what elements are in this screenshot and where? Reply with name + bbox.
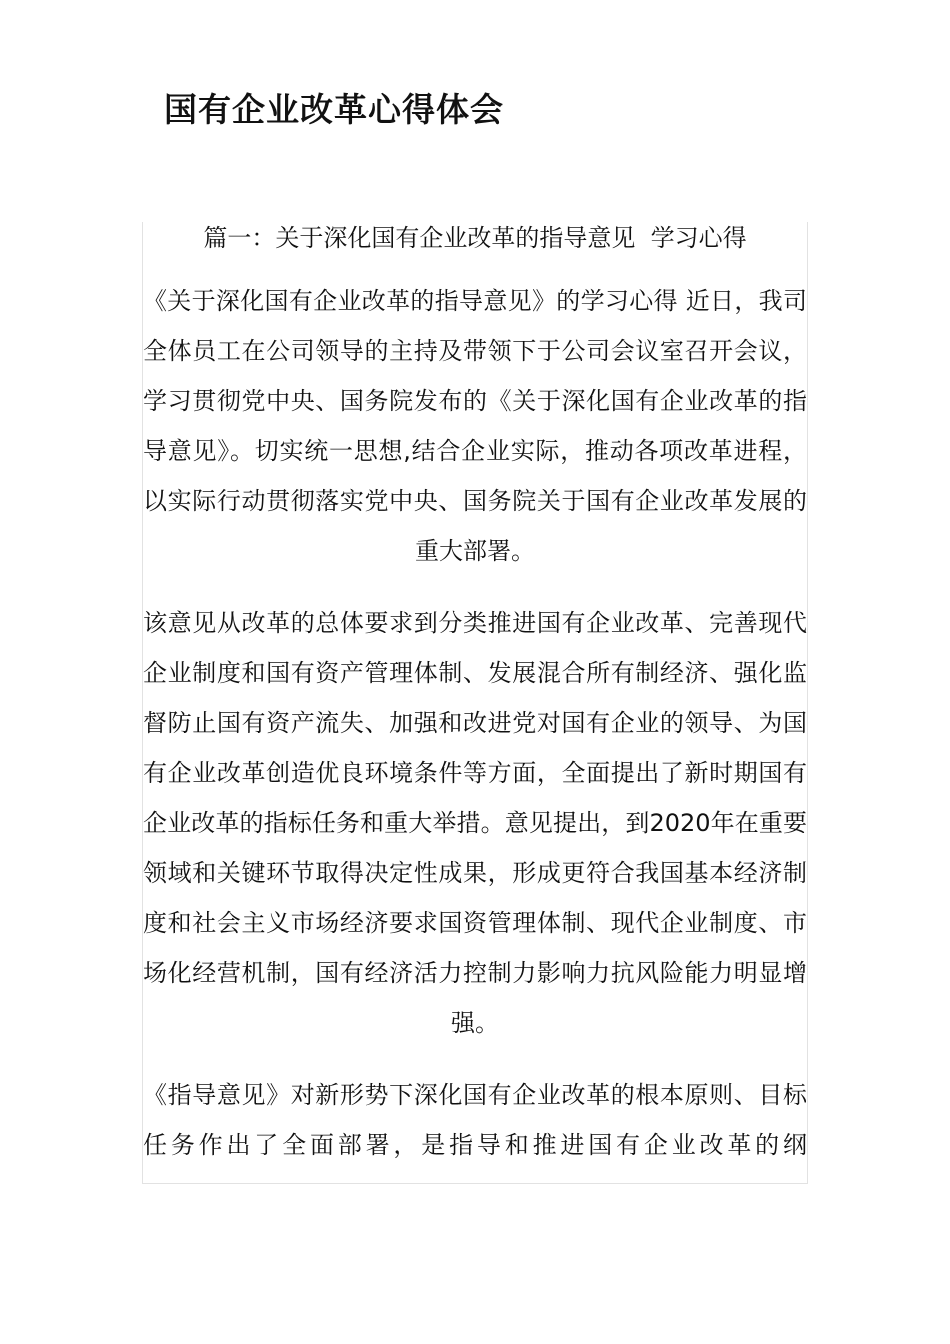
document-body: [142, 222, 808, 1184]
page-title: 国有企业改革心得体会: [164, 90, 504, 129]
section-heading: 篇一：关于深化国有企业改革的指导意见 学习心得: [203, 224, 747, 252]
paragraph-2: 该意见从改革的总体要求到分类推进国有企业改革、完善现代企业制度和国有资产管理体制、发展混合所有制经济、强化监督防止国有资产流失、加强和改进党对国有企业的领导、为国有企业改革创造优良环境条件等方面，全面提出了新时期国有企业改革的指标任务和重大举措。意见提出，到2020年在重要领域和关键环节取得决定性成果，形成更符合我国基本经济制度和社会主义市场经济要求国资管理体制、现代企业制度、市场化经营机制，国有经济活力控制力影响力抗风险能力明显增强。: [143, 609, 807, 1037]
paragraph-3: 《指导意见》对新形势下深化国有企业改革的根本原则、目标任务作出了全面部署，是指导和推进国有企业改革的纲: [143, 1081, 807, 1159]
paragraph-1: 《关于深化国有企业改革的指导意见》的学习心得 近日，我司全体员工在公司领导的主持及带领下于公司会议室召开会议，学习贯彻党中央、国务院发布的《关于深化国有企业改革的指导意见》。切实统一思想,结合企业实际，推动各项改革进程，以实际行动贯彻落实党中央、国务院关于国有企业改革发展的重大部署。: [143, 287, 807, 565]
